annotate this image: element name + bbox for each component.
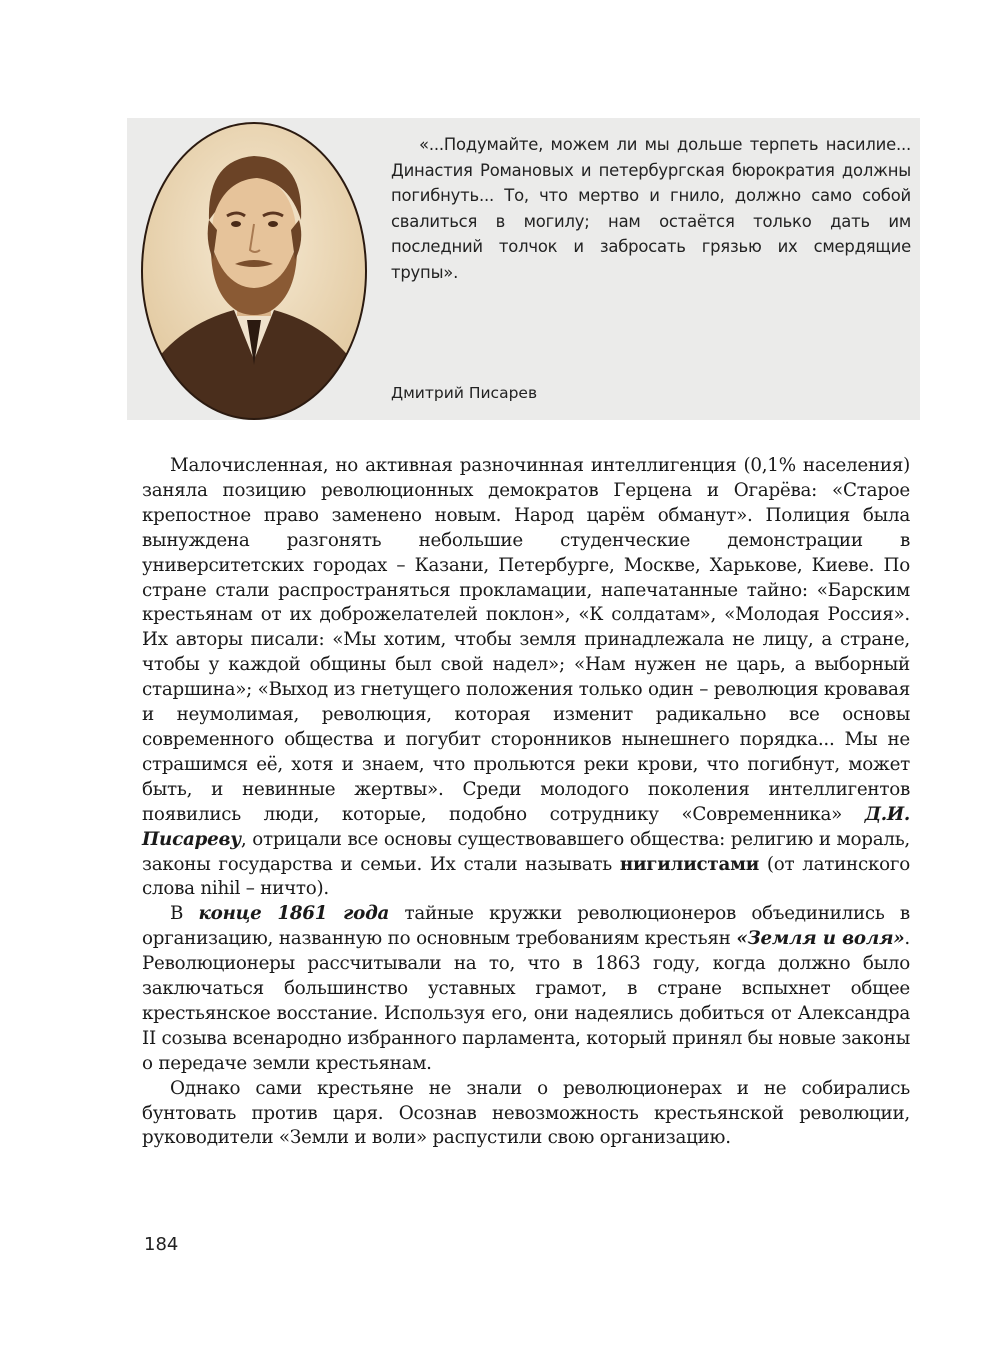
- nihilists-term: нигилистами: [619, 853, 760, 875]
- paragraph-1-text-c: (от латинского слова nihil – ничто).: [142, 853, 910, 900]
- portrait-caption: Дмитрий Писарев: [391, 384, 538, 402]
- quote-box: [127, 118, 920, 420]
- paragraph-2: [142, 902, 910, 1076]
- main-text: [142, 454, 910, 1151]
- paragraph-2-text-b: тайные кружки революционеров объединились в организацию, названную по основным требованиям крестьян: [142, 903, 910, 950]
- zemlya-i-volya: «Земля и воля»: [736, 928, 905, 950]
- paragraph-1: [142, 454, 910, 902]
- paragraph-1-text-a: Малочисленная, но активная разночинная интеллигенция (0,1% населения) заняла позицию революционных демократов Герцена и Огарёва: «Старое крепостное право заменено новым. Народ царём обманут». Полиция была вынуждена разгонять небольшие студенческие демонстрации в университетских городах – Казани, Петербурге, Москве, Харькове, Киеве. По стране стали распространяться прокламации, напечатанные тайно: «Барским крестьянам от их доброжелателей поклон», «К солдатам», «Молодая Россия». Их авторы писали: «Мы хотим, чтобы земля принадлежала не лицу, а стране, чтобы у каждой общины был свой надел»; «Нам нужен не царь, а выборный старшина»; «Выход из гнетущего положения только один – революция кровавая и неумолимая, революция, которая изменит радикально все основы современного общества и погубит сторонников нынешнего порядка... Мы не страшимся её, хотя и знаем, что прольются реки крови, что погибнут, может быть, и невинные жертвы». Среди молодого поколения интеллигентов появились люди, которые, подобно сотруднику «Современника»: [142, 455, 910, 825]
- paragraph-2-text-c: . Революционеры рассчитывали на то, что в 1863 году, когда должно было заключаться большинство уставных грамот, в стране вспыхнет общее крестьянское восстание. Используя его, они надеялись добиться от Александра II созыва всенародно избранного парламента, который принял бы новые законы о передаче земли крестьянам.: [142, 928, 910, 1074]
- paragraph-1-text-b: , отрицали все основы существовавшего общества: религию и мораль, законы государства и семьи. Их стали называть: [142, 828, 910, 875]
- quote-text: «...Подумайте, можем ли мы дольше терпеть насилие... Династия Романовых и петербургская бюрократия должны погибнуть... То, что мертво и гнило, должно само собой свалиться в могилу; нам остаётся только дать им последний толчок и забросать грязью их смердящие трупы».: [391, 135, 911, 282]
- date-1861: конце 1861 года: [198, 903, 390, 925]
- page-number: 184: [144, 1234, 179, 1255]
- pisarev-name: Д.И. Писареву: [142, 803, 910, 850]
- paragraph-2-text-a: В: [170, 903, 199, 925]
- portrait-image: [139, 120, 369, 422]
- paragraph-3: Однако сами крестьяне не знали о революционерах и не собирались бунтовать против царя. Осознав невозможность крестьянской революции, руководители «Земли и воли» распустили свою организацию.: [142, 1077, 910, 1149]
